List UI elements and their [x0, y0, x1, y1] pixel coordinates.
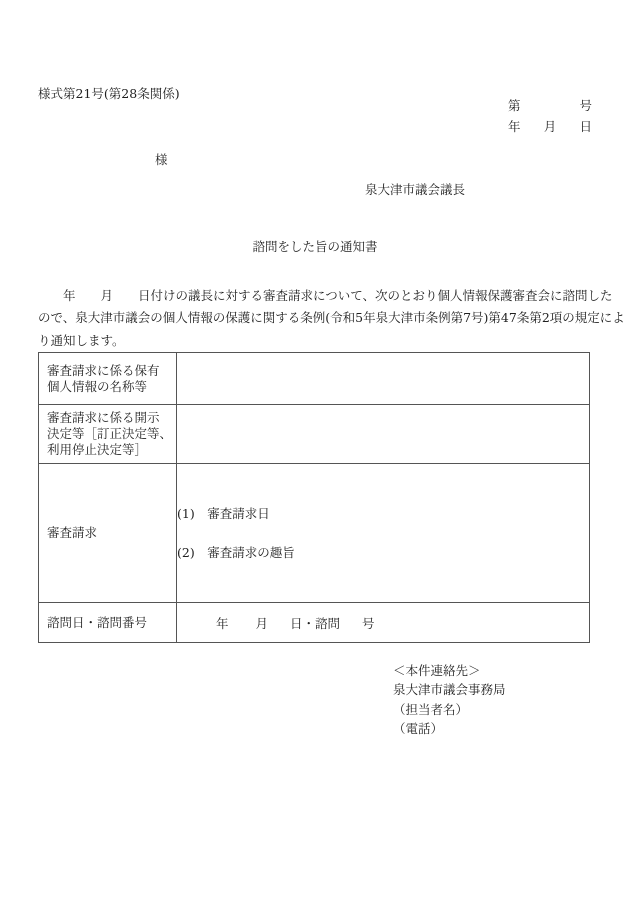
review-request-item-purpose: (2) 審査請求の趣旨 [177, 544, 295, 560]
doc-number-date-block [508, 95, 592, 137]
row-label-consultation-date-number: 諮問日・諮問番号 [39, 603, 177, 643]
request-details-table [38, 352, 590, 643]
contact-heading: ＜本件連絡先＞ [393, 663, 481, 678]
contact-phone-label: （電話） [393, 720, 444, 736]
table-row-review-request [39, 464, 590, 603]
body-line: 年 月 日付けの議長に対する審査請求について、次のとおり個人情報保護審査会に諮問した [38, 288, 613, 303]
table-row-held-personal-info [39, 353, 590, 405]
row-label-line: 審査請求に係る開示 [47, 410, 160, 425]
table-row-disclosure-decision [39, 405, 590, 464]
row-label-line: 決定等［訂正決定等、 [47, 426, 173, 441]
row-value-disclosure-decision [177, 405, 590, 464]
date-day-label: 日 [579, 119, 592, 134]
doc-number-prefix: 第 [508, 98, 521, 113]
contact-person-label: （担当者名） [393, 701, 469, 717]
contact-office: 泉大津市議会事務局 [393, 682, 506, 698]
consultation-year-label: 年 [216, 615, 229, 631]
form-number: 様式第21号(第28条関係) [38, 86, 180, 101]
date-line [508, 116, 592, 137]
doc-number-line [508, 95, 592, 116]
sender-name: 泉大津市議会議長 [365, 182, 466, 197]
doc-number-suffix: 号 [579, 98, 592, 113]
body-line: り通知します。 [38, 332, 125, 348]
consultation-day-label: 日・諮問 [290, 615, 341, 631]
row-label-disclosure-decision [39, 405, 177, 464]
row-value-consultation-date-number [177, 603, 590, 643]
date-year-label: 年 [508, 119, 521, 134]
row-label-line: 審査請求に係る保有 [47, 362, 160, 378]
row-label-review-request: 審査請求 [39, 464, 177, 603]
date-month-label: 月 [543, 119, 557, 134]
addressee-honorific: 様 [155, 152, 168, 167]
row-label-line: 利用停止決定等］ [47, 442, 148, 457]
row-value-held-personal-info [177, 353, 590, 405]
contact-block [393, 661, 506, 738]
table-row-consultation-date-number [39, 603, 590, 643]
row-label-line: 個人情報の名称等 [47, 378, 148, 394]
consultation-month-label: 月 [255, 615, 269, 631]
body-line: ので、泉大津市議会の個人情報の保護に関する条例(令和5年泉大津市条例第7号)第47条第2項の規定によ [38, 310, 625, 326]
consultation-number-label: 号 [362, 615, 375, 631]
row-label-held-personal-info [39, 353, 177, 405]
body-paragraph [38, 285, 623, 352]
row-value-review-request [177, 464, 590, 603]
document-title: 諮問をした旨の通知書 [252, 239, 378, 254]
review-request-item-date: (1) 審査請求日 [177, 505, 270, 521]
